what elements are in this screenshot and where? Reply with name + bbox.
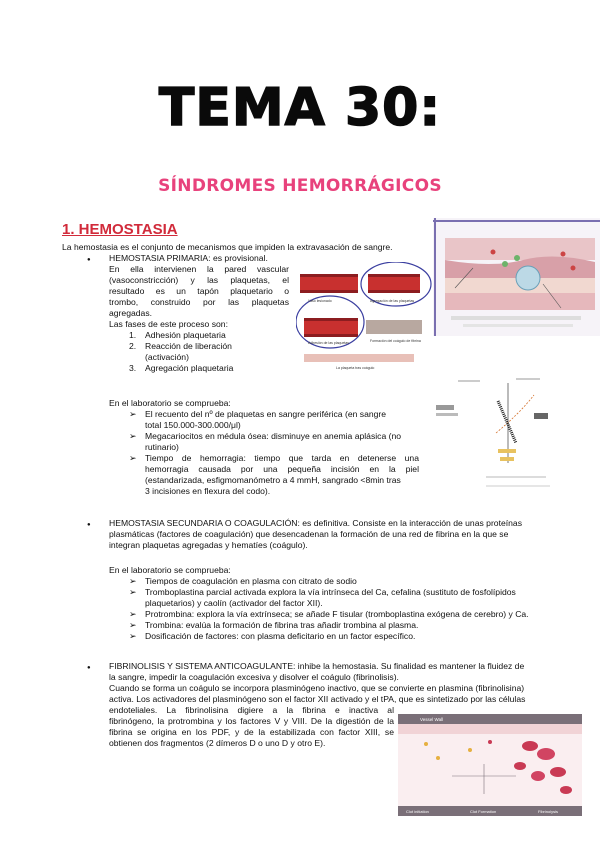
fibrinolisis-line-7: obtienen dos fragmentos (2 dímeros D o uno D y otro E).: [109, 738, 326, 748]
lab-line: ➢ Megacariocitos en médula ósea: disminuye en anemia aplásica (no: [145, 431, 402, 441]
lab-line: ➢ Protrombina: explora la vía extrínseca; se añade F tisular (tromboplastina exógena de cerebro) y Ca.: [145, 609, 529, 619]
lab-line: ➢ Tiempo de hemorragia: tiempo que tarda en detenerse una: [145, 453, 419, 463]
secundaria-label: HEMOSTASIA SECUNDARIA O COAGULACIÓN:: [109, 518, 300, 528]
fibrinolisis-heading: [109, 661, 559, 672]
lab-line: total 150.000-300.000/μl): [145, 420, 241, 430]
fibrinolysis-svg: [398, 714, 582, 816]
fases-intro: Las fases de este proceso son:: [109, 319, 228, 329]
fase-item: [109, 341, 289, 352]
primaria-lead: es provisional.: [212, 253, 268, 263]
lab-intro: En el laboratorio se comprueba:: [109, 398, 231, 408]
coagulation-cascade-figure: [430, 373, 570, 495]
fibrinolisis-line-6: fibrina se origina en los PDF, y de la estabilizada con factor XIII, se: [109, 727, 394, 737]
lab-item: [145, 576, 569, 587]
fase-item: [109, 352, 289, 363]
platelet-phases-figure: [296, 262, 432, 372]
fibrinolisis-block: [109, 661, 559, 705]
primaria-line-2: resultado es un tapón plaquetario o: [109, 286, 289, 296]
lab-line: rutinario): [145, 442, 179, 452]
primaria-lab: [109, 398, 419, 497]
secundaria-line-1: plasmáticas (factores de coagulación) que desencadenan la formación de una red de fibrina en la que se: [109, 529, 509, 539]
lab-item: [145, 431, 419, 453]
primaria-line-1: (vasoconstricción) y las plaquetas, el: [109, 275, 289, 285]
secundaria-line-2: integran plaquetas agregadas y hematíes (coágulo).: [109, 540, 308, 550]
fase-text: (activación): [145, 352, 189, 362]
secundaria-lab: [109, 565, 569, 642]
lab-item: [145, 631, 569, 642]
fibrinolisis-line-5: fibrinógeno, la protrombina y los factores V y VIII. De la digestión de la: [109, 716, 394, 726]
vessel-illustration-svg: [433, 218, 600, 336]
lab-item: [145, 609, 569, 620]
lab-line: (estandarizada, esfigmomanómetro a 4 mmH, sangrado <8min tras: [145, 475, 401, 485]
fig3-label: Clot Formation: [470, 809, 497, 814]
platelet-phases-svg: [296, 262, 432, 372]
coagulation-cascade-svg: [430, 373, 570, 495]
fase-num: 2.: [129, 341, 137, 351]
fig1-label: La plaqueta tras coágulo: [336, 366, 375, 370]
fase-num: 1.: [129, 330, 137, 340]
lab-line: ➢ Tromboplastina parcial activada explora la vía intrínseca del Ca, cefalina (sustituto de fosfolípidos: [145, 587, 516, 597]
fase-text: Adhesión plaquetaria: [145, 330, 226, 340]
lab-line: 3 incisiones en flexura del codo).: [145, 486, 271, 496]
fig3-label: Clot initiation: [406, 809, 429, 814]
lab-item: [145, 409, 419, 431]
primaria-block: [109, 253, 289, 374]
fibrinolisis-wrap: [109, 705, 394, 749]
primaria-line-3: trombo, construido por las plaquetas: [109, 297, 289, 307]
section-heading: 1. HEMOSTASIA: [62, 221, 178, 238]
lab-intro: En el laboratorio se comprueba:: [109, 565, 231, 575]
fig1-label: Formación del coágulo de fibrina: [370, 339, 421, 343]
fibrinolysis-figure: [398, 714, 582, 816]
lab-item: [145, 587, 569, 609]
fibrinolisis-line-2: Cuando se forma un coágulo se incorpora plasminógeno inactivo, que se convierte en plasmina (fibrinolisina): [109, 683, 525, 693]
fase-text: Agregación plaquetaria: [145, 363, 234, 373]
fibrinolisis-line-3: activa. Los activadores del plasminógeno son el factor XII activado y el tPA, que es sintetizado por las células: [109, 694, 526, 704]
intro-text: La hemostasia es el conjunto de mecanismos que impiden la extravasación de sangre.: [62, 242, 393, 252]
lab-line: ➢ Tiempos de coagulación en plasma con citrato de sodio: [145, 576, 357, 586]
vessel-illustration: [433, 218, 600, 336]
secundaria-block: [109, 518, 557, 551]
lab-item: [145, 620, 569, 631]
fibrinolisis-line-0: inhibe la hemostasia. Su finalidad es mantener la fluidez de: [297, 661, 525, 671]
lab-line: ➢ Trombina: evalúa la formación de fibrina tras añadir trombina al plasma.: [145, 620, 419, 630]
primaria-heading: [109, 253, 289, 264]
fase-text: Reacción de liberación: [145, 341, 232, 351]
fase-item: [109, 330, 289, 341]
lab-line: ➢ Dosificación de factores: con plasma deficitario en un factor específico.: [145, 631, 416, 641]
lab-line: hemorragia causada por una pequeña incisión en la piel: [145, 464, 419, 474]
fig3-label: Vessel Wall: [420, 717, 444, 722]
primaria-label: HEMOSTASIA PRIMARIA:: [109, 253, 211, 263]
fibrinolisis-label: FIBRINOLISIS Y SISTEMA ANTICOAGULANTE:: [109, 661, 296, 671]
fig3-label: Fibrinolysis: [538, 809, 559, 814]
page-subtitle: SÍNDROMES HEMORRÁGICOS: [158, 176, 442, 196]
lab-item: [145, 453, 419, 497]
secundaria-line-0: es definitiva. Consiste en la interacción de unas proteínas: [302, 518, 522, 528]
lab-line: plaquetarios) y caolín (activador del factor XII).: [145, 598, 323, 608]
lab-line: ➢ El recuento del nº de plaquetas en sangre periférica (en sangre: [145, 409, 387, 419]
fig1-label: Adhesión de las plaquetas: [308, 341, 350, 345]
fase-num: 3.: [129, 363, 137, 373]
fig1-label: Agregación de las plaquetas: [370, 299, 415, 303]
secundaria-heading: [109, 518, 557, 529]
fibrinolisis-line-1: la sangre, impedir la coagulación excesiva y disolver el coágulo (fibrinolisis).: [109, 672, 399, 682]
fibrinolisis-line-4: endoteliales. La fibrinolisina digiere a la fibrina e inactiva al: [109, 705, 394, 715]
fig1-label: Vaso lesionado: [308, 299, 332, 303]
fase-item: [109, 363, 289, 374]
primaria-line-4: agregadas.: [109, 308, 153, 318]
page-title: TEMA 30:: [158, 78, 442, 138]
primaria-line-0: En ella intervienen la pared vascular: [109, 264, 289, 274]
